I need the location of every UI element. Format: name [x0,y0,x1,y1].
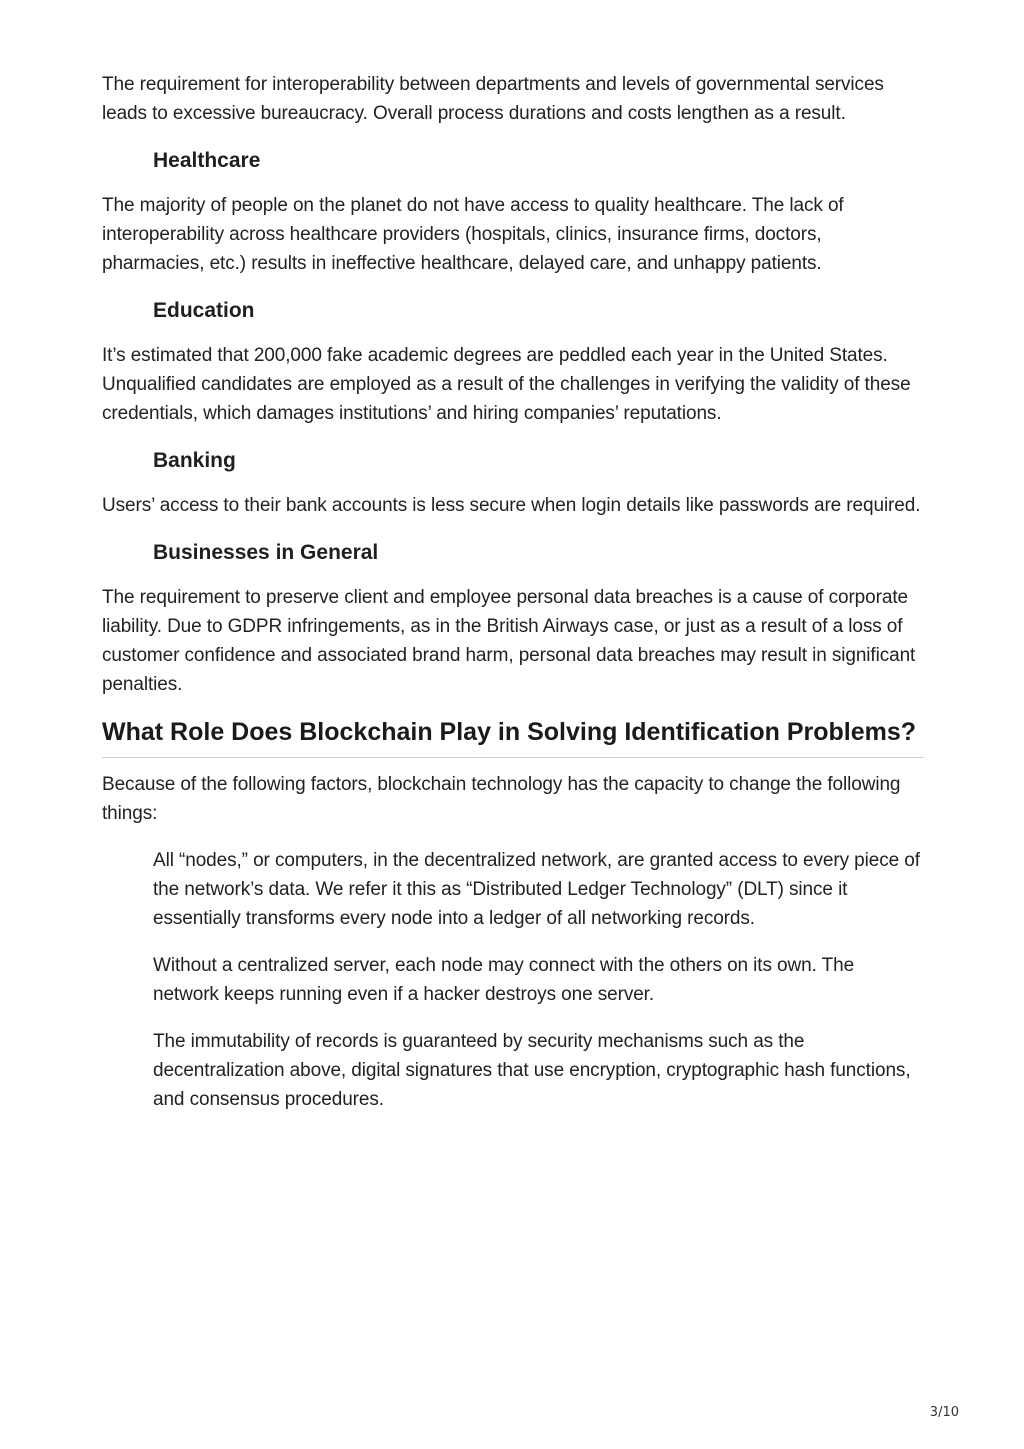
section-heading-banking: Banking [153,449,236,472]
section-heading-education: Education [153,299,255,322]
blockchain-point-immutability: The immutability of records is guaranteed by security mechanisms such as the decentralization above, digital signatures that use encryption, cryptographic hash functions, and consensus procedures. [153,1031,911,1110]
section-body-businesses: The requirement to preserve client and employee personal data breaches is a cause of corporate liability. Due to GDPR infringements, as in the British Airways case, or just as a result of a loss of customer confidence and associated brand harm, personal data breaches may result in significant penalties. [102,587,916,695]
blockchain-section-heading: What Role Does Blockchain Play in Solving Identification Problems? [102,717,924,758]
page-number: 3/10 [929,1405,959,1420]
document-page [102,70,924,1132]
section-heading-healthcare: Healthcare [153,149,261,172]
blockchain-point-dlt: All “nodes,” or computers, in the decentralized network, are granted access to every piece of the network’s data. We refer it this as “Distributed Ledger Technology” (DLT) since it essentially transforms every node into a ledger of all networking records. [153,850,920,929]
section-body-healthcare: The majority of people on the planet do not have access to quality healthcare. The lack of interoperability across healthcare providers (hospitals, clinics, insurance firms, doctors, pharmacies, etc.) results in ineffective healthcare, delayed care, and unhappy patients. [102,195,844,274]
section-body-education: It’s estimated that 200,000 fake academic degrees are peddled each year in the United States. Unqualified candidates are employed as a result of the challenges in verifying the validity of these credentials, which damages institutions’ and hiring companies’ reputations. [102,345,911,424]
blockchain-section-intro: Because of the following factors, blockchain technology has the capacity to change the following things: [102,774,901,824]
section-body-banking: Users’ access to their bank accounts is less secure when login details like passwords are required. [102,495,921,516]
intro-paragraph: The requirement for interoperability between departments and levels of governmental services leads to excessive bureaucracy. Overall process durations and costs lengthen as a result. [102,74,884,124]
section-heading-businesses: Businesses in General [153,541,379,564]
blockchain-point-decentralized: Without a centralized server, each node may connect with the others on its own. The network keeps running even if a hacker destroys one server. [153,955,855,1005]
